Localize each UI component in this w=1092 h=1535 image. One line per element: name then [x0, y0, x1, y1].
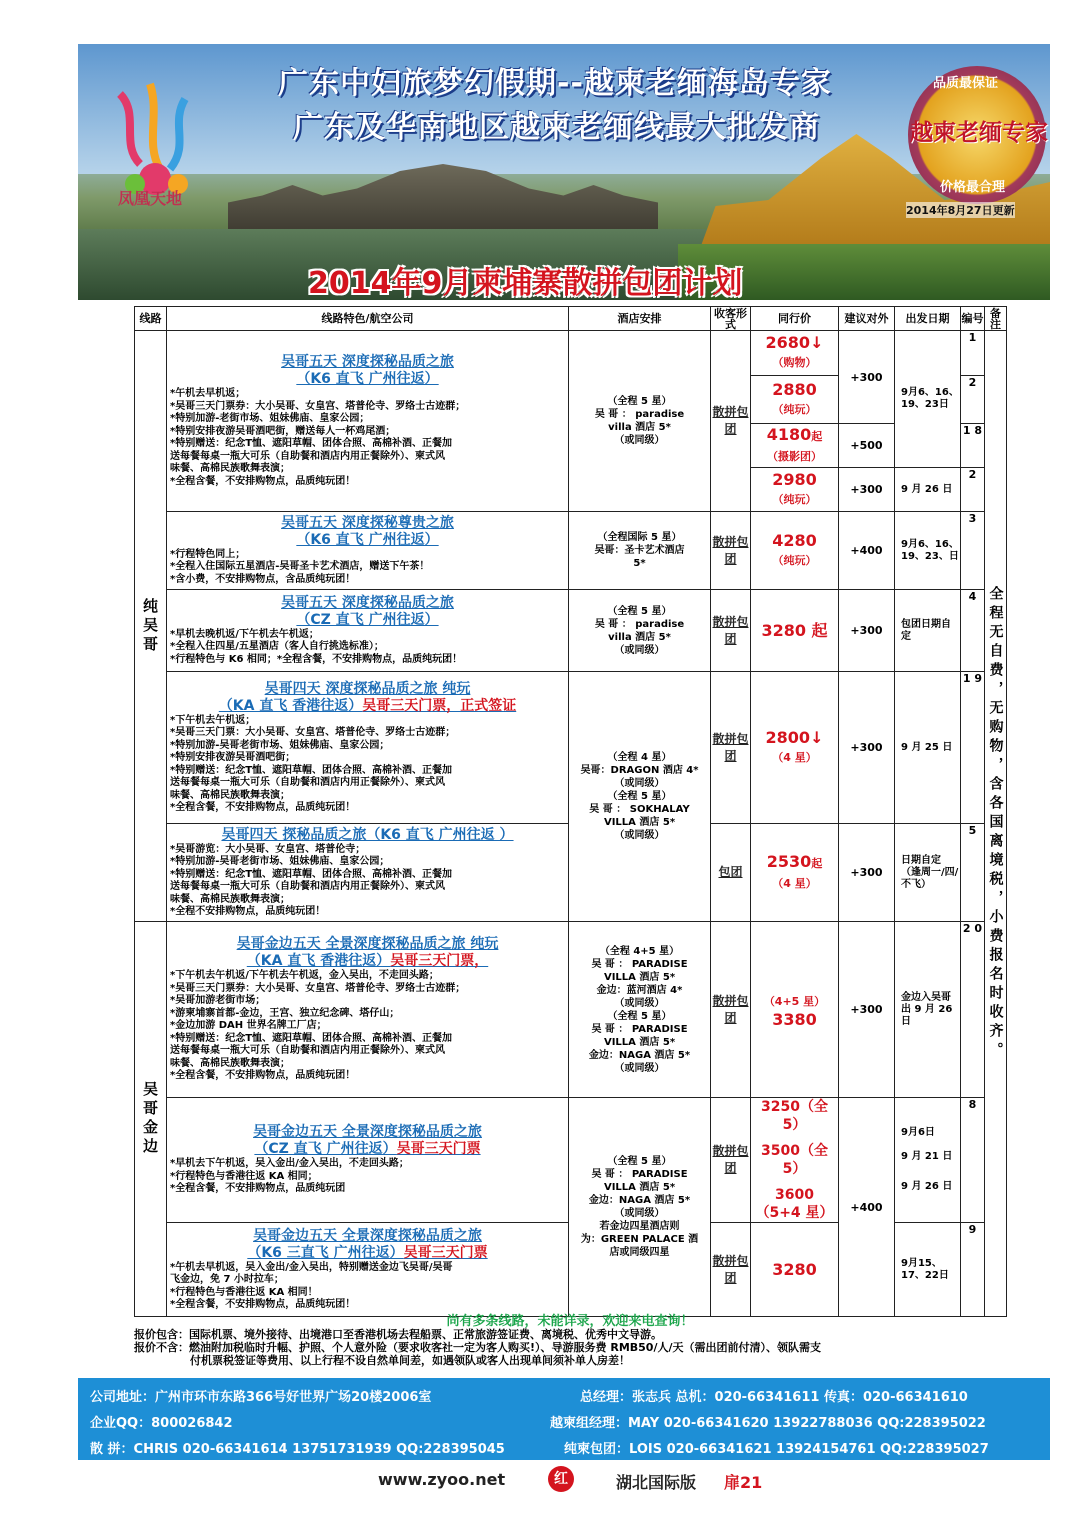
table-header: 线路 线路特色/航空公司 酒店安排 收客形式 同行价 建议对外 出发日期 编号 备注: [135, 307, 1007, 331]
departure-date: 9月15、17、22日: [895, 1223, 961, 1317]
code: 8: [961, 1098, 985, 1223]
hotel-cell: （全程 5 星） 吴 哥 ： paradise villa 酒店 5* （或同级）: [569, 590, 711, 672]
code: 1: [961, 331, 985, 376]
price-includes: 报价包含：国际机票、境外接待、出境港口至香港机场去程船票、正常旅游签证费、离境税、优秀中文导游。: [134, 1328, 662, 1341]
route-cell: 吴哥四天 深度探秘品质之旅 纯玩 （KA 直飞 香港往返）吴哥三天门票，正式签证 *下午机去午机返； *吴哥三天门票：大小吴哥、女皇宫、塔普伦寺、罗络士古迹群； *特别加游-吴哥老街市场、姐妹佛庙、皇家公园； *特别安排夜游吴哥酒吧街； *特别赠送：纪念T恤、遮阳草帽、团体合照、高棉补酒、正餐加 送每餐每桌一瓶大可乐（自助餐和酒店内用正餐除外）、柬式风 味餐、高棉民族歌舞表演； *全程含餐，不安排购物点，品质纯玩团！: [167, 672, 569, 824]
price: 4180起 （摄影团）: [751, 424, 839, 468]
page: [78, 44, 1050, 1457]
price: 2530起 （4 星）: [751, 824, 839, 922]
logo-text: 凤凰天地: [118, 189, 183, 208]
suggested-price: +300: [839, 922, 895, 1098]
vietnam-cambodia-contact: 越柬组经理：MAY 020-66341620 13922788036 QQ:228395022: [550, 1416, 986, 1431]
price-excludes: 报价不含：燃油附加税临时升幅、护照、个人意外险（要求收客社一定为客人购买!）、导游服务费 RMB50/人/天（需出团前付清）、领队需支: [134, 1341, 821, 1354]
table-row: [135, 922, 1007, 1098]
booking-form: 散拼包团: [711, 922, 751, 1098]
website-link[interactable]: www.zyoo.net: [378, 1470, 506, 1489]
code: 4: [961, 590, 985, 672]
price-excludes-cont: 付机票税签证等费用、以上行程不设自然单间差，如遇领队或客人出现单间须补单人房差！: [190, 1354, 630, 1367]
suggested-price: +300: [839, 331, 895, 424]
suggested-price: +300: [839, 468, 895, 512]
price: 3250（全 5） 3500（全 5） 3600 （5+4 星）: [751, 1098, 839, 1223]
price: 2680↓ （购物）: [751, 331, 839, 376]
price-notes: [134, 1315, 1006, 1367]
red-badge-icon: 红: [548, 1466, 574, 1492]
table-row: [135, 590, 1007, 672]
route-cell: 吴哥金边五天 全景深度探秘品质之旅 （K6 三直飞 广州往返）吴哥三天门票 *午机去早机返，吴入金出/金入吴出，特别赠送金边飞吴哥/吴哥 飞金边，免 7 小时拉车； *行程特色与香港往返 KA 相同！ *全程含餐，不安排购物点，品质纯玩团！: [167, 1223, 569, 1317]
remark-cell: 全程无自费，无购物，含各国离境税，小费报名时收齐。: [985, 331, 1007, 1317]
seal-main-text: 越柬老缅专家: [910, 120, 1048, 146]
price: 2980 （纯玩）: [751, 468, 839, 512]
price: 3280 起: [751, 590, 839, 672]
suggested-price: +400: [839, 512, 895, 590]
hotel-cell: （全程国际 5 星） 吴哥：圣卡艺术酒店 5*: [569, 512, 711, 590]
code: 3: [961, 512, 985, 590]
price: 3280: [751, 1223, 839, 1317]
code: 9: [961, 1223, 985, 1317]
code: 2: [961, 468, 985, 512]
table-row: [135, 672, 1007, 824]
seal-top-text: 品质最保证: [933, 76, 999, 91]
route-cell: 吴哥金边五天 全景深度探秘品质之旅 纯玩 （KA 直飞 香港往返）吴哥三天门票， *下午机去午机返/下午机去午机返，金入吴出，不走回头路； *吴哥三天门票券：大小吴哥、女皇宫、塔普伦寺、罗络士古迹群； *吴哥加游老街市场； *游柬埔寨首都-金边，王宫、独立纪念碑、塔仔山； *金边加游 DAH 世界名牌工厂店； *特别赠送：纪念T恤、遮阳草帽、团体合照、高棉补酒、正餐加 送每餐每桌一瓶大可乐（自助餐和酒店内用正餐除外）、柬式风 味餐、高棉民族歌舞表演； *全程含餐，不安排购物点，品质纯玩团！: [167, 922, 569, 1098]
sanpin-contact: 散 拼：CHRIS 020-66341614 13751731939 QQ:228395045: [90, 1442, 505, 1457]
update-date: 2014年8月27日更新: [906, 204, 1015, 217]
headline-1: 广东中妇旅梦幻假期--越柬老缅海岛专家: [278, 66, 832, 101]
route-desc: *午机去早机返； *吴哥三天门票券：大小吴哥、女皇宫、塔普伦寺、罗络士古迹群； *特别加游-老街市场、姐妹佛庙、皇家公园； *特别安排夜游吴哥酒吧街，赠送每人一杯鸡尾酒； *特别赠送：纪念T恤、遮阳草帽、团体合照、高棉补酒、正餐加 送每餐每桌一瓶大可乐（自助餐和酒店内用正餐除外）、柬式风 味餐、高棉民族歌舞表演； *全程含餐，不安排购物点，品质纯玩团！: [170, 388, 466, 487]
headline-2: 广东及华南地区越柬老缅线最大批发商: [293, 110, 820, 145]
route-cell: 吴哥五天 深度探秘品质之旅 （CZ 直飞 广州往返） *早机去晚机返/下午机去午机返； *全程入住四星/五星酒店（客人自行挑选标准）； *行程特色与 K6 相同；*全程含餐，不安排购物点，品质纯玩团！: [167, 590, 569, 672]
more-routes-notice: 尚有多条线路，未能详录，欢迎来电查询！: [446, 1314, 694, 1329]
departure-date: 9月6、16、19、23、日: [895, 512, 961, 590]
route-cell: 吴哥五天 深度探秘尊贵之旅 （K6 直飞 广州往返） *行程特色同上； *全程入住国际五星酒店-吴哥圣卡艺术酒店，赠送下午茶！ *含小费，不安排购物点，含品质纯玩团！: [167, 512, 569, 590]
booking-form: 包团: [711, 824, 751, 922]
tour-plan-table: [134, 306, 1007, 1317]
suggested-price: +300: [839, 672, 895, 824]
table-row: [135, 331, 1007, 376]
booking-form: 散拼包团: [711, 512, 751, 590]
booking-form: 散拼包团: [711, 672, 751, 824]
departure-date: 日期自定（逢周一/四/不飞）: [895, 824, 961, 922]
page-footer: [0, 1418, 1092, 1535]
price: 4280 （纯玩）: [751, 512, 839, 590]
booking-form: 散拼包团: [711, 590, 751, 672]
group-label: 吴哥金边: [135, 922, 167, 1317]
edition-label: 湖北国际版: [616, 1473, 697, 1492]
code: 1 9: [961, 672, 985, 824]
suggested-price: +300: [839, 824, 895, 922]
departure-date: 金边入吴哥出 9 月 26 日: [895, 922, 961, 1098]
code: 5: [961, 824, 985, 922]
booking-form: 散拼包团: [711, 331, 751, 512]
table-row: [135, 1098, 1007, 1223]
table-row: [135, 512, 1007, 590]
angkor-temple-photo: [228, 164, 658, 234]
page-title: 2014年9月柬埔寨散拼包团计划: [308, 266, 743, 300]
route-cell: 吴哥四天 探秘品质之旅（K6 直飞 广州往返 ） *吴哥游览：大小吴哥、女皇宫、塔普伦寺； *特别加游-吴哥老街市场、姐妹佛庙、皇家公园； *特别赠送：纪念T恤、遮阳草帽、团体合照、高棉补酒、正餐加 送每餐每桌一瓶大可乐（自助餐和酒店内用正餐除外）、柬式风 味餐、高棉民族歌舞表演； *全程不安排购物点，品质纯玩团！: [167, 824, 569, 922]
price: 2880 （纯玩）: [751, 376, 839, 424]
hotel-cell: （全程 4 星） 吴哥：DRAGON 酒店 4* （或同级） （全程 5 星） 吴 哥 ： SOKHALAY VILLA 酒店 5* （或同级）: [569, 672, 711, 922]
hotel-cell: （全程 4+5 星） 吴 哥 ： PARADISE VILLA 酒店 5* 金边：蓝河酒店 4* （或同级） （全程 5 星） 吴 哥 ： PARADISE VILLA 酒店 5* 金边：NAGA 酒店 5* （或同级）: [569, 922, 711, 1098]
gm-contact: 总经理：张志兵 总机：020-66341611 传真：020-66341610: [580, 1390, 968, 1405]
departure-date: 9月6、16、19、23日: [895, 331, 961, 468]
hotel-cell: （全程 5 星） 吴 哥 ： PARADISE VILLA 酒店 5* 金边：NAGA 酒店 5* （或同级） 若金边四星酒店则 为：GREEN PALACE 酒 店或同级四星: [569, 1098, 711, 1317]
price: 2800↓ （4 星）: [751, 672, 839, 824]
departure-date: 包团日期自定: [895, 590, 961, 672]
departure-date: 9月6日 9 月 21 日 9 月 26 日: [895, 1098, 961, 1223]
cambodia-group-contact: 纯柬包团：LOIS 020-66341621 13924154761 QQ:228395027: [564, 1442, 989, 1457]
hotel-cell: （全程 5 星） 吴 哥 ： paradise villa 酒店 5* （或同级）: [569, 331, 711, 512]
header-banner: [78, 44, 1050, 300]
price: （4+5 星） 3380: [751, 922, 839, 1098]
page-number: 扉21: [724, 1473, 763, 1492]
route-cell: 吴哥五天 深度探秘品质之旅 （K6 直飞 广州往返） *午机去早机返； *吴哥三天门票券：大小吴哥、女皇宫、塔普伦寺、罗络士古迹群； *特别加游-老街市场、姐妹佛庙、皇家公园； *特别安排夜游吴哥酒吧街，赠送每人一杯鸡尾酒； *特别赠送：纪念T恤、遮阳草帽、团体合照、高棉补酒、正餐加 送每餐每桌一瓶大可乐（自助餐和酒店内用正餐除外）、柬式风 味餐、高棉民族歌舞表演； *全程含餐，不安排购物点，品质纯玩团！: [167, 331, 569, 512]
suggested-price: +300: [839, 590, 895, 672]
departure-date: 9 月 25 日: [895, 672, 961, 824]
group-label: 纯吴哥: [135, 331, 167, 922]
booking-form: 散拼包团: [711, 1098, 751, 1223]
company-address: 公司地址：广州市环市东路366号好世界广场20楼2006室: [90, 1390, 432, 1405]
code: 2 0: [961, 922, 985, 1098]
code: 2: [961, 376, 985, 424]
company-qq: 企业QQ：800026842: [90, 1416, 233, 1431]
suggested-price: +500: [839, 424, 895, 468]
departure-date: 9 月 26 日: [895, 468, 961, 512]
suggested-price: +400: [839, 1098, 895, 1317]
seal-bottom-text: 价格最合理: [940, 180, 1006, 195]
booking-form: 散拼包团: [711, 1223, 751, 1317]
code: 1 8: [961, 424, 985, 468]
route-cell: 吴哥金边五天 全景深度探秘品质之旅 （CZ 直飞 广州往返）吴哥三天门票 *早机去下午机返，吴入金出/金入吴出，不走回头路； *行程特色与香港往返 KA 相同； *全程含餐，不安排购物点，品质纯玩团: [167, 1098, 569, 1223]
